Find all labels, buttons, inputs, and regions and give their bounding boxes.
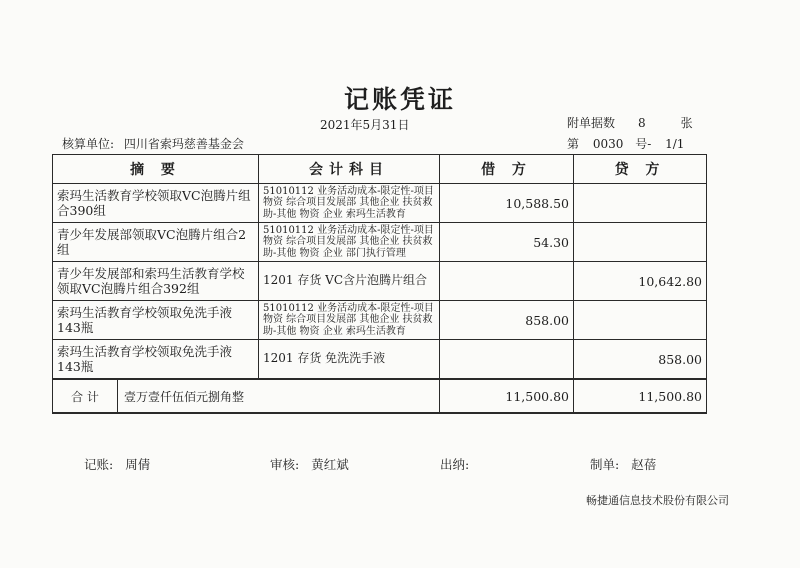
row-debit	[440, 262, 574, 301]
bookkeeper-label: 记账:	[84, 457, 114, 472]
total-row	[53, 379, 707, 413]
voucher-number-value: 0030	[592, 137, 624, 151]
table-row	[53, 301, 707, 340]
row-account: 51010112 业务活动成本-限定性-项目物资 综合项目发展部 其他企业 扶贫救助-其他 物资 企业 索玛生活教育	[259, 301, 440, 340]
row-summary: 青少年发展部和索玛生活教育学校领取VC泡腾片组合392组	[53, 262, 259, 301]
table-row	[53, 340, 707, 380]
row-summary: 青少年发展部领取VC泡腾片组合2组	[53, 223, 259, 262]
row-account: 51010112 业务活动成本-限定性-项目物资 综合项目发展部 其他企业 扶贫救助-其他 物资 企业 部门执行管理	[259, 223, 440, 262]
preparer-signature	[590, 455, 656, 473]
cashier-signature	[440, 455, 477, 473]
row-account: 1201 存货 VC含片泡腾片组合	[259, 262, 440, 301]
attachment-number: 8	[638, 116, 646, 130]
row-summary: 索玛生活教育学校领取免洗手液143瓶	[53, 301, 259, 340]
preparer-name: 赵蓓	[631, 457, 657, 472]
voucher-number	[567, 135, 684, 152]
table-row	[53, 223, 707, 262]
voucher-header-row	[53, 155, 707, 184]
reviewer-label: 审核:	[270, 457, 300, 472]
row-credit: 10,642.80	[574, 262, 707, 301]
software-company: 畅捷通信息技术股份有限公司	[586, 494, 729, 507]
row-account: 51010112 业务活动成本-限定性-项目物资 综合项目发展部 其他企业 扶贫救助-其他 物资 企业 索玛生活教育	[259, 184, 440, 223]
total-label: 合 计	[53, 380, 118, 412]
row-credit	[574, 301, 707, 340]
row-credit	[574, 223, 707, 262]
total-label-cell	[53, 379, 440, 413]
reviewer-name: 黄红斌	[311, 457, 349, 472]
voucher-table	[52, 154, 707, 414]
table-row	[53, 262, 707, 301]
row-credit: 858.00	[574, 340, 707, 380]
table-row	[53, 184, 707, 223]
attachment-label: 附单据数	[567, 116, 616, 130]
cashier-label: 出纳:	[440, 457, 470, 472]
row-summary: 索玛生活教育学校领取VC泡腾片组合390组	[53, 184, 259, 223]
row-summary: 索玛生活教育学校领取免洗手液143瓶	[53, 340, 259, 380]
total-debit: 11,500.80	[440, 379, 574, 413]
preparer-label: 制单:	[590, 457, 620, 472]
accounting-unit	[62, 135, 244, 152]
accounting-unit-label: 核算单位:	[62, 137, 115, 151]
header-account: 会计科目	[259, 155, 440, 184]
voucher-date: 2021年5月31日	[320, 118, 410, 132]
row-account: 1201 存货 免洗洗手液	[259, 340, 440, 380]
voucher-number-label: 第	[567, 137, 580, 151]
voucher-title: 记账凭证	[343, 85, 456, 114]
row-debit	[440, 340, 574, 380]
row-debit: 858.00	[440, 301, 574, 340]
header-debit: 借 方	[440, 155, 574, 184]
voucher-number-mid: 号-	[635, 137, 652, 151]
total-credit: 11,500.80	[574, 379, 707, 413]
reviewer-signature	[270, 455, 349, 473]
bookkeeper-name: 周倩	[125, 457, 151, 472]
bookkeeper-signature	[84, 455, 150, 473]
attachment-unit: 张	[680, 116, 693, 130]
voucher-page: 1/1	[665, 137, 685, 151]
total-amount-in-words: 壹万壹仟伍佰元捌角整	[124, 389, 245, 404]
row-debit: 54.30	[440, 223, 574, 262]
header-summary: 摘 要	[53, 155, 259, 184]
accounting-unit-name: 四川省索玛慈善基金会	[123, 137, 244, 151]
attachment-count	[567, 114, 693, 131]
header-credit: 贷 方	[574, 155, 707, 184]
row-debit: 10,588.50	[440, 184, 574, 223]
row-credit	[574, 184, 707, 223]
